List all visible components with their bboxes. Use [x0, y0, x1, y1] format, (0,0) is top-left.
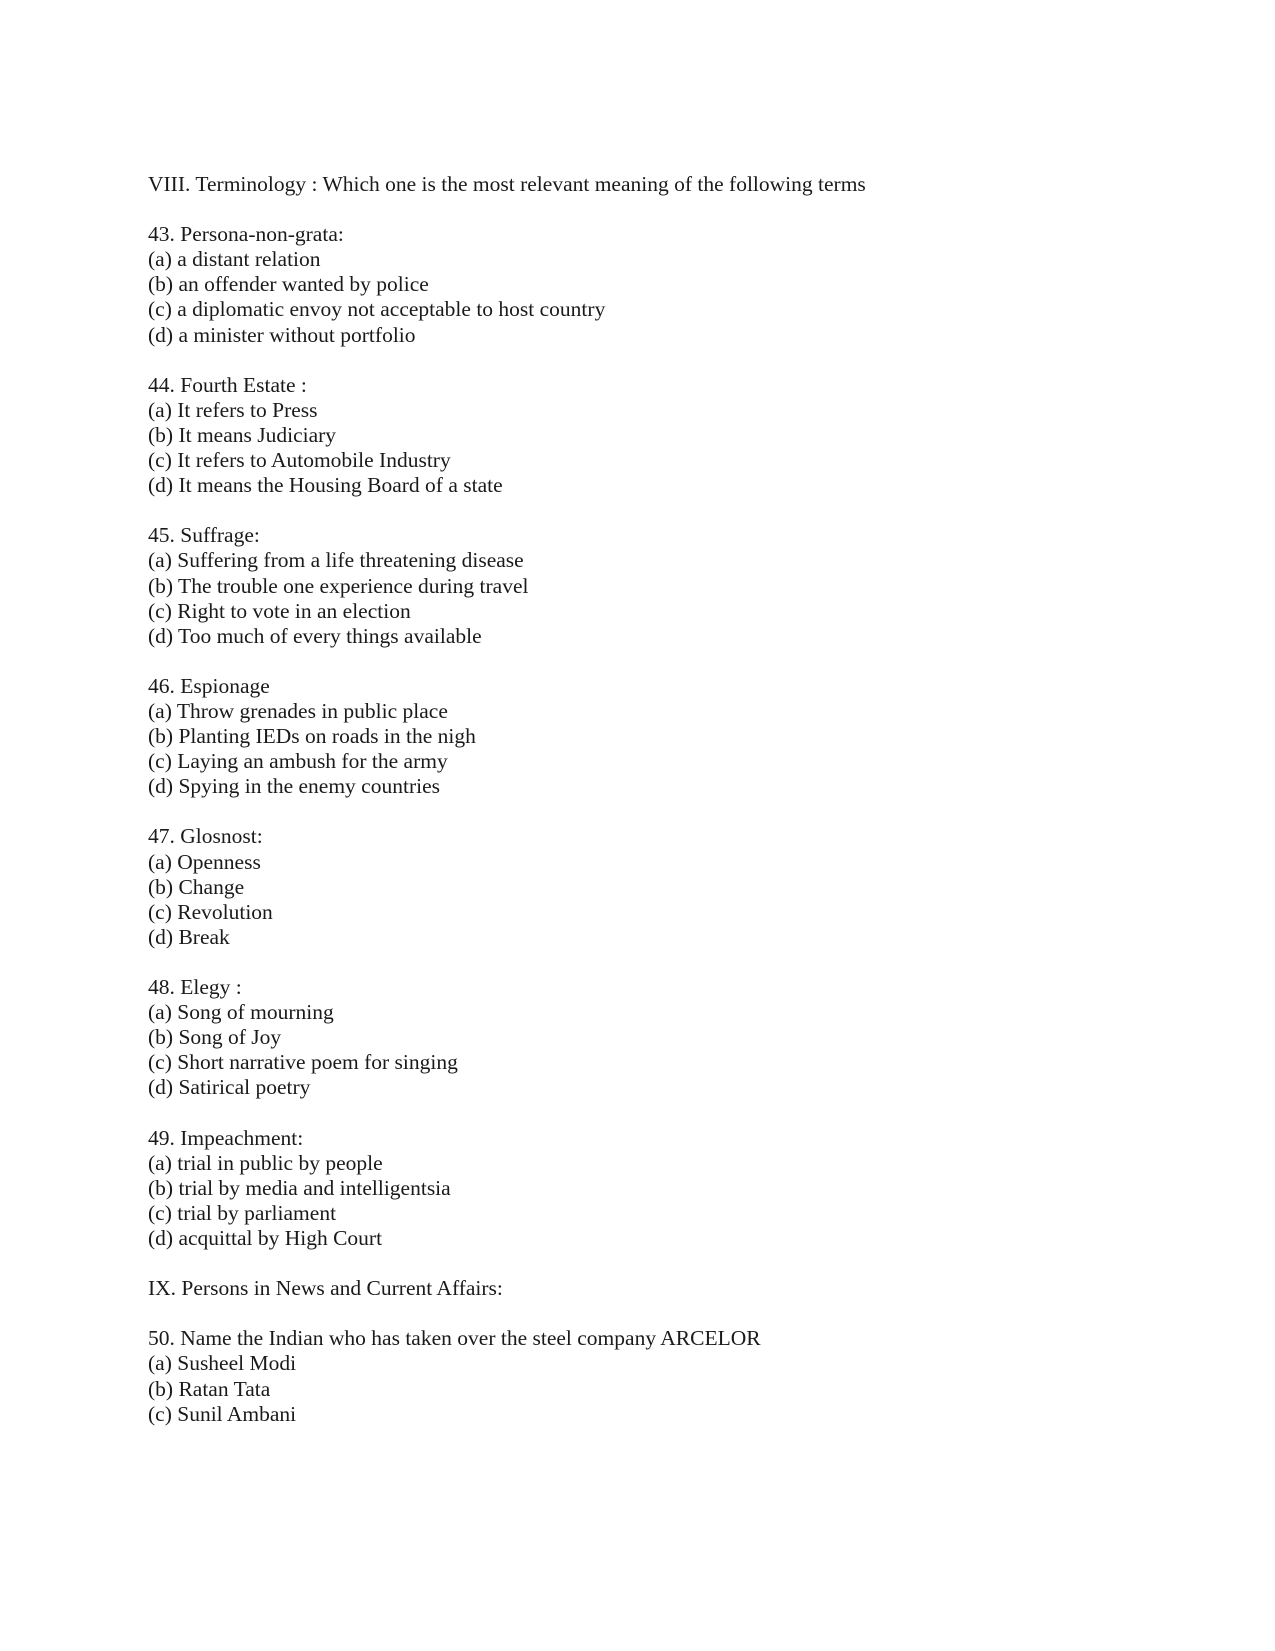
- question: 45. Suffrage:: [148, 523, 260, 548]
- option: (d) Break: [148, 924, 230, 949]
- option: (b) It means Judiciary: [148, 422, 337, 447]
- option: (b) The trouble one experience during travel: [148, 573, 529, 598]
- spacer: [148, 1301, 1208, 1326]
- option: (d) Too much of every things available: [148, 623, 482, 648]
- option: (b) an offender wanted by police: [148, 272, 429, 297]
- option: (a) a distant relation: [148, 247, 321, 272]
- option: (b) trial by media and intelligentsia: [148, 1175, 451, 1200]
- option: (a) Susheel Modi: [148, 1351, 297, 1376]
- option: (c) Sunil Ambani: [148, 1401, 297, 1426]
- option: (c) a diplomatic envoy not acceptable to host country: [148, 297, 606, 322]
- option: (b) Change: [148, 874, 245, 899]
- option: (c) It refers to Automobile Industry: [148, 448, 451, 473]
- option: (a) Throw grenades in public place: [148, 698, 448, 723]
- option: (a) Openness: [148, 849, 261, 874]
- spacer: [148, 1100, 1208, 1125]
- document-page: [148, 172, 1208, 1427]
- option: (a) Suffering from a life threatening disease: [148, 548, 524, 573]
- section-heading: VIII. Terminology : Which one is the most relevant meaning of the following terms: [148, 172, 866, 196]
- option: (b) Song of Joy: [148, 1025, 282, 1050]
- option: (c) trial by parliament: [148, 1200, 337, 1225]
- option: (a) Song of mourning: [148, 1000, 334, 1025]
- option: (c) Revolution: [148, 899, 273, 924]
- option: (a) trial in public by people: [148, 1150, 383, 1175]
- spacer: [148, 799, 1208, 824]
- question: 47. Glosnost:: [148, 824, 263, 849]
- option: (c) Right to vote in an election: [148, 598, 411, 623]
- option: (c) Short narrative poem for singing: [148, 1050, 458, 1075]
- spacer: [148, 1251, 1208, 1276]
- spacer: [148, 950, 1208, 975]
- option: (b) Planting IEDs on roads in the nigh: [148, 724, 476, 749]
- option: (d) a minister without portfolio: [148, 322, 416, 347]
- option: (a) It refers to Press: [148, 397, 318, 422]
- question: 48. Elegy :: [148, 975, 242, 999]
- question: 50. Name the Indian who has taken over the steel company ARCELOR: [148, 1326, 761, 1351]
- question: 44. Fourth Estate :: [148, 372, 307, 397]
- option: (d) It means the Housing Board of a state: [148, 473, 503, 498]
- spacer: [148, 498, 1208, 523]
- question: 49. Impeachment:: [148, 1125, 304, 1150]
- question: 46. Espionage: [148, 673, 270, 698]
- spacer: [148, 649, 1208, 674]
- option: (d) acquittal by High Court: [148, 1225, 383, 1250]
- option: (c) Laying an ambush for the army: [148, 749, 448, 774]
- option: (d) Satirical poetry: [148, 1075, 311, 1100]
- option: (b) Ratan Tata: [148, 1376, 271, 1401]
- section-heading: IX. Persons in News and Current Affairs:: [148, 1276, 503, 1301]
- question: 43. Persona-non-grata:: [148, 222, 344, 247]
- option: (d) Spying in the enemy countries: [148, 774, 440, 799]
- spacer: [148, 348, 1208, 373]
- spacer: [148, 197, 1208, 222]
